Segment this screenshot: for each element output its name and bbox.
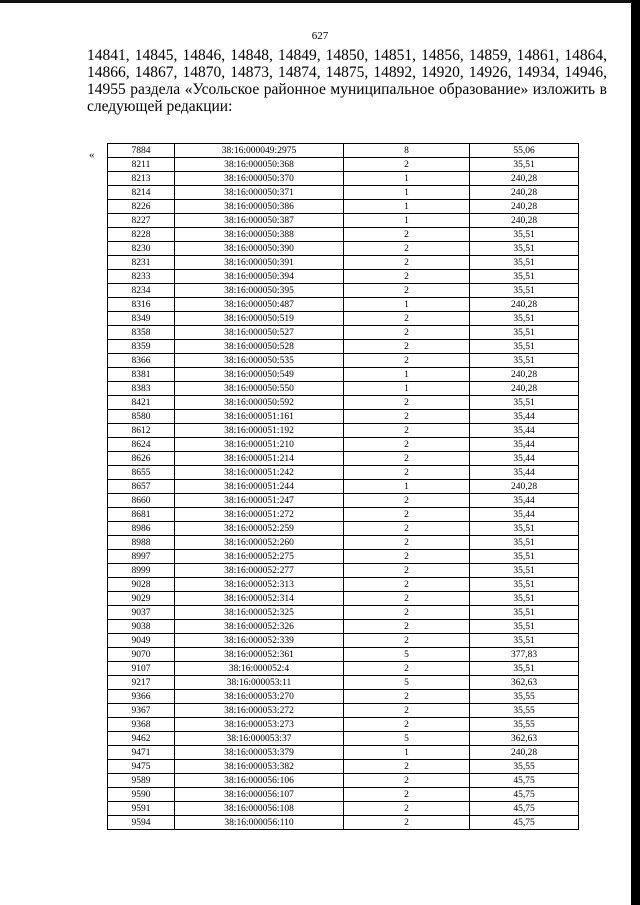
count-cell: 2 — [344, 634, 470, 648]
table-row — [108, 816, 579, 830]
table-row — [108, 200, 579, 214]
value-cell: 35,51 — [470, 634, 579, 648]
table-row — [108, 424, 579, 438]
row-number-cell: 9594 — [108, 816, 175, 830]
row-number-cell: 8383 — [108, 382, 175, 396]
value-cell: 35,44 — [470, 494, 579, 508]
row-number-cell: 9029 — [108, 592, 175, 606]
table-row — [108, 690, 579, 704]
table-row — [108, 326, 579, 340]
table-row — [108, 312, 579, 326]
cadastral-number-cell: 38:16:000050:394 — [175, 270, 344, 284]
cadastral-number-cell: 38:16:000053:270 — [175, 690, 344, 704]
count-cell: 5 — [344, 676, 470, 690]
cadastral-number-cell: 38:16:000056:107 — [175, 788, 344, 802]
row-number-cell: 8612 — [108, 424, 175, 438]
value-cell: 35,51 — [470, 662, 579, 676]
cadastral-number-cell: 38:16:000052:4 — [175, 662, 344, 676]
value-cell: 362,63 — [470, 676, 579, 690]
cadastral-number-cell: 38:16:000052:314 — [175, 592, 344, 606]
cadastral-number-cell: 38:16:000053:382 — [175, 760, 344, 774]
scan-right-edge — [631, 0, 640, 905]
table-row — [108, 676, 579, 690]
value-cell: 35,51 — [470, 326, 579, 340]
table-row — [108, 480, 579, 494]
value-cell: 240,28 — [470, 368, 579, 382]
value-cell: 35,51 — [470, 312, 579, 326]
row-number-cell: 9070 — [108, 648, 175, 662]
count-cell: 2 — [344, 508, 470, 522]
table-row — [108, 270, 579, 284]
table-row — [108, 494, 579, 508]
row-number-cell: 8681 — [108, 508, 175, 522]
value-cell: 35,44 — [470, 466, 579, 480]
table-row — [108, 802, 579, 816]
value-cell: 35,51 — [470, 158, 579, 172]
value-cell: 45,75 — [470, 802, 579, 816]
count-cell: 2 — [344, 536, 470, 550]
row-number-cell: 9471 — [108, 746, 175, 760]
row-number-cell: 9589 — [108, 774, 175, 788]
table-row — [108, 704, 579, 718]
count-cell: 2 — [344, 340, 470, 354]
value-cell: 35,51 — [470, 578, 579, 592]
cadastral-number-cell: 38:16:000052:259 — [175, 522, 344, 536]
table-row — [108, 228, 579, 242]
cadastral-number-cell: 38:16:000050:550 — [175, 382, 344, 396]
value-cell: 35,51 — [470, 522, 579, 536]
count-cell: 2 — [344, 550, 470, 564]
value-cell: 35,44 — [470, 438, 579, 452]
row-number-cell: 9368 — [108, 718, 175, 732]
cadastral-number-cell: 38:16:000051:272 — [175, 508, 344, 522]
value-cell: 35,44 — [470, 424, 579, 438]
count-cell: 2 — [344, 158, 470, 172]
row-number-cell: 8988 — [108, 536, 175, 550]
row-number-cell: 9049 — [108, 634, 175, 648]
cadastral-number-cell: 38:16:000052:339 — [175, 634, 344, 648]
table-row — [108, 564, 579, 578]
table-row — [108, 620, 579, 634]
cadastral-number-cell: 38:16:000051:214 — [175, 452, 344, 466]
row-number-cell: 8359 — [108, 340, 175, 354]
table-row — [108, 186, 579, 200]
count-cell: 2 — [344, 690, 470, 704]
table-row — [108, 606, 579, 620]
value-cell: 240,28 — [470, 298, 579, 312]
row-number-cell: 8580 — [108, 410, 175, 424]
value-cell: 377,83 — [470, 648, 579, 662]
row-number-cell: 8316 — [108, 298, 175, 312]
row-number-cell: 8233 — [108, 270, 175, 284]
row-number-cell: 8234 — [108, 284, 175, 298]
row-number-cell: 8660 — [108, 494, 175, 508]
table-row — [108, 438, 579, 452]
count-cell: 1 — [344, 186, 470, 200]
value-cell: 240,28 — [470, 186, 579, 200]
row-number-cell: 9037 — [108, 606, 175, 620]
cadastral-number-cell: 38:16:000050:368 — [175, 158, 344, 172]
table-row — [108, 144, 579, 158]
value-cell: 35,44 — [470, 452, 579, 466]
table-row — [108, 382, 579, 396]
row-number-cell: 9038 — [108, 620, 175, 634]
value-cell: 45,75 — [470, 774, 579, 788]
cadastral-number-cell: 38:16:000052:361 — [175, 648, 344, 662]
value-cell: 35,55 — [470, 690, 579, 704]
table-row — [108, 592, 579, 606]
value-cell: 35,51 — [470, 256, 579, 270]
row-number-cell: 8211 — [108, 158, 175, 172]
cadastral-number-cell: 38:16:000050:535 — [175, 354, 344, 368]
table-row — [108, 354, 579, 368]
cadastral-number-cell: 38:16:000053:11 — [175, 676, 344, 690]
count-cell: 2 — [344, 774, 470, 788]
cadastral-number-cell: 38:16:000056:108 — [175, 802, 344, 816]
count-cell: 2 — [344, 466, 470, 480]
row-number-cell: 8231 — [108, 256, 175, 270]
count-cell: 2 — [344, 284, 470, 298]
intro-paragraph: 14841, 14845, 14846, 14848, 14849, 14850, 14851, 14856, 14859, 14861, 14864, 14866, 14867, 14870, 14873, 14874, 14875, 14892, 14920, 14926, 14934, 14946, 14955 раздела «Усольское районное муниципальное образование» изложить в следующей редакции: — [87, 47, 607, 115]
count-cell: 2 — [344, 718, 470, 732]
table-row — [108, 578, 579, 592]
value-cell: 35,51 — [470, 550, 579, 564]
row-number-cell: 9107 — [108, 662, 175, 676]
page-number: 627 — [311, 30, 329, 42]
value-cell: 35,55 — [470, 760, 579, 774]
value-cell: 240,28 — [470, 214, 579, 228]
cadastral-number-cell: 38:16:000052:325 — [175, 606, 344, 620]
table-row — [108, 550, 579, 564]
count-cell: 2 — [344, 424, 470, 438]
cadastral-number-cell: 38:16:000050:527 — [175, 326, 344, 340]
row-number-cell: 8655 — [108, 466, 175, 480]
cadastral-number-cell: 38:16:000049:2975 — [175, 144, 344, 158]
cadastral-number-cell: 38:16:000051:244 — [175, 480, 344, 494]
row-number-cell: 8997 — [108, 550, 175, 564]
table-row — [108, 746, 579, 760]
count-cell: 1 — [344, 368, 470, 382]
count-cell: 2 — [344, 354, 470, 368]
row-number-cell: 8226 — [108, 200, 175, 214]
row-number-cell: 8366 — [108, 354, 175, 368]
table-row — [108, 172, 579, 186]
count-cell: 2 — [344, 620, 470, 634]
count-cell: 2 — [344, 592, 470, 606]
cadastral-number-cell: 38:16:000050:487 — [175, 298, 344, 312]
row-number-cell: 9462 — [108, 732, 175, 746]
count-cell: 2 — [344, 788, 470, 802]
table-row — [108, 536, 579, 550]
count-cell: 2 — [344, 396, 470, 410]
count-cell: 2 — [344, 760, 470, 774]
table-row — [108, 214, 579, 228]
count-cell: 2 — [344, 452, 470, 466]
cadastral-number-cell: 38:16:000050:390 — [175, 242, 344, 256]
row-number-cell: 9590 — [108, 788, 175, 802]
row-number-cell: 9217 — [108, 676, 175, 690]
table-row — [108, 242, 579, 256]
row-number-cell: 8381 — [108, 368, 175, 382]
row-number-cell: 8349 — [108, 312, 175, 326]
count-cell: 1 — [344, 298, 470, 312]
row-number-cell: 9367 — [108, 704, 175, 718]
count-cell: 2 — [344, 564, 470, 578]
table-row — [108, 284, 579, 298]
cadastral-number-cell: 38:16:000050:388 — [175, 228, 344, 242]
table-row — [108, 466, 579, 480]
row-number-cell: 8626 — [108, 452, 175, 466]
count-cell: 2 — [344, 242, 470, 256]
value-cell: 35,51 — [470, 606, 579, 620]
row-number-cell: 8986 — [108, 522, 175, 536]
row-number-cell: 8421 — [108, 396, 175, 410]
cadastral-number-cell: 38:16:000051:161 — [175, 410, 344, 424]
count-cell: 1 — [344, 382, 470, 396]
table-row — [108, 522, 579, 536]
row-number-cell: 9591 — [108, 802, 175, 816]
row-number-cell: 9366 — [108, 690, 175, 704]
cadastral-number-cell: 38:16:000050:386 — [175, 200, 344, 214]
table-row — [108, 158, 579, 172]
row-number-cell: 8624 — [108, 438, 175, 452]
value-cell: 35,55 — [470, 704, 579, 718]
cadastral-number-cell: 38:16:000052:260 — [175, 536, 344, 550]
count-cell: 1 — [344, 172, 470, 186]
count-cell: 2 — [344, 662, 470, 676]
value-cell: 35,44 — [470, 508, 579, 522]
count-cell: 2 — [344, 410, 470, 424]
cadastral-number-cell: 38:16:000050:395 — [175, 284, 344, 298]
row-number-cell: 8228 — [108, 228, 175, 242]
count-cell: 2 — [344, 326, 470, 340]
table-row — [108, 340, 579, 354]
value-cell: 362,63 — [470, 732, 579, 746]
value-cell: 35,51 — [470, 270, 579, 284]
table-row — [108, 508, 579, 522]
count-cell: 8 — [344, 144, 470, 158]
table-row — [108, 788, 579, 802]
cadastral-number-cell: 38:16:000051:192 — [175, 424, 344, 438]
value-cell: 35,51 — [470, 284, 579, 298]
count-cell: 1 — [344, 214, 470, 228]
value-cell: 45,75 — [470, 788, 579, 802]
row-number-cell: 9475 — [108, 760, 175, 774]
scan-top-edge — [0, 0, 640, 3]
count-cell: 2 — [344, 816, 470, 830]
count-cell: 2 — [344, 256, 470, 270]
cadastral-number-cell: 38:16:000050:519 — [175, 312, 344, 326]
value-cell: 240,28 — [470, 172, 579, 186]
count-cell: 1 — [344, 480, 470, 494]
count-cell: 2 — [344, 704, 470, 718]
value-cell: 55,06 — [470, 144, 579, 158]
count-cell: 2 — [344, 228, 470, 242]
count-cell: 2 — [344, 578, 470, 592]
cadastral-number-cell: 38:16:000051:247 — [175, 494, 344, 508]
table-row — [108, 452, 579, 466]
parcel-table-body — [108, 144, 579, 830]
row-number-cell: 7884 — [108, 144, 175, 158]
table-row — [108, 396, 579, 410]
count-cell: 2 — [344, 802, 470, 816]
cadastral-number-cell: 38:16:000052:326 — [175, 620, 344, 634]
value-cell: 35,51 — [470, 592, 579, 606]
count-cell: 1 — [344, 200, 470, 214]
cadastral-number-cell: 38:16:000053:272 — [175, 704, 344, 718]
cadastral-number-cell: 38:16:000050:371 — [175, 186, 344, 200]
table-row — [108, 256, 579, 270]
cadastral-number-cell: 38:16:000050:387 — [175, 214, 344, 228]
cadastral-number-cell: 38:16:000056:106 — [175, 774, 344, 788]
row-number-cell: 8227 — [108, 214, 175, 228]
parcel-table — [107, 143, 579, 830]
cadastral-number-cell: 38:16:000050:370 — [175, 172, 344, 186]
value-cell: 35,44 — [470, 410, 579, 424]
cadastral-number-cell: 38:16:000050:592 — [175, 396, 344, 410]
count-cell: 2 — [344, 312, 470, 326]
value-cell: 35,51 — [470, 340, 579, 354]
row-number-cell: 8213 — [108, 172, 175, 186]
value-cell: 240,28 — [470, 382, 579, 396]
table-row — [108, 368, 579, 382]
cadastral-number-cell: 38:16:000052:277 — [175, 564, 344, 578]
value-cell: 35,51 — [470, 396, 579, 410]
value-cell: 35,51 — [470, 620, 579, 634]
count-cell: 2 — [344, 606, 470, 620]
value-cell: 240,28 — [470, 200, 579, 214]
count-cell: 2 — [344, 522, 470, 536]
count-cell: 2 — [344, 494, 470, 508]
table-row — [108, 774, 579, 788]
cadastral-number-cell: 38:16:000050:391 — [175, 256, 344, 270]
count-cell: 1 — [344, 746, 470, 760]
table-row — [108, 760, 579, 774]
cadastral-number-cell: 38:16:000053:379 — [175, 746, 344, 760]
value-cell: 35,51 — [470, 536, 579, 550]
row-number-cell: 8230 — [108, 242, 175, 256]
cadastral-number-cell: 38:16:000053:37 — [175, 732, 344, 746]
row-number-cell: 8358 — [108, 326, 175, 340]
value-cell: 45,75 — [470, 816, 579, 830]
table-row — [108, 662, 579, 676]
value-cell: 35,51 — [470, 228, 579, 242]
table-row — [108, 732, 579, 746]
cadastral-number-cell: 38:16:000052:313 — [175, 578, 344, 592]
count-cell: 5 — [344, 648, 470, 662]
value-cell: 35,55 — [470, 718, 579, 732]
table-row — [108, 648, 579, 662]
cadastral-number-cell: 38:16:000053:273 — [175, 718, 344, 732]
table-row — [108, 634, 579, 648]
count-cell: 2 — [344, 270, 470, 284]
value-cell: 35,51 — [470, 564, 579, 578]
count-cell: 5 — [344, 732, 470, 746]
value-cell: 240,28 — [470, 746, 579, 760]
value-cell: 35,51 — [470, 354, 579, 368]
count-cell: 2 — [344, 438, 470, 452]
cadastral-number-cell: 38:16:000056:110 — [175, 816, 344, 830]
row-number-cell: 8999 — [108, 564, 175, 578]
value-cell: 35,51 — [470, 242, 579, 256]
table-row — [108, 718, 579, 732]
table-row — [108, 298, 579, 312]
row-number-cell: 9028 — [108, 578, 175, 592]
cadastral-number-cell: 38:16:000050:528 — [175, 340, 344, 354]
table-row — [108, 410, 579, 424]
cadastral-number-cell: 38:16:000051:242 — [175, 466, 344, 480]
cadastral-number-cell: 38:16:000051:210 — [175, 438, 344, 452]
row-number-cell: 8657 — [108, 480, 175, 494]
cadastral-number-cell: 38:16:000052:275 — [175, 550, 344, 564]
value-cell: 240,28 — [470, 480, 579, 494]
cadastral-number-cell: 38:16:000050:549 — [175, 368, 344, 382]
opening-quote-mark: « — [89, 149, 95, 161]
row-number-cell: 8214 — [108, 186, 175, 200]
